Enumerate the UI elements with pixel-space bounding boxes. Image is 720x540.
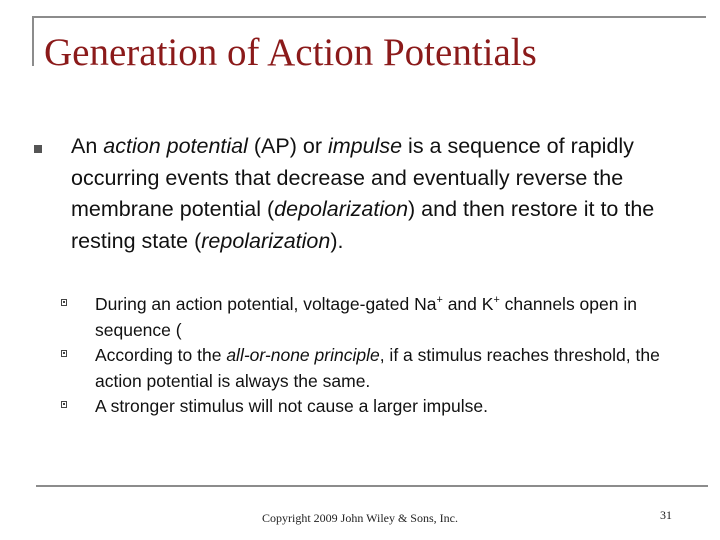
title-frame-left-rule: [32, 16, 34, 66]
superscript-charge: +: [436, 294, 443, 307]
italic-term: impulse: [327, 134, 403, 158]
italic-term: action potential: [103, 134, 248, 158]
superscript-charge: +: [493, 294, 500, 307]
text-run: channels open in sequence (: [95, 294, 637, 340]
text-run: According to the: [95, 345, 227, 365]
italic-term: all-or-none principle: [226, 345, 380, 365]
text-run: ).: [330, 228, 344, 253]
slide-title: Generation of Action Potentials: [44, 31, 537, 74]
text-run: (AP) or: [247, 134, 328, 158]
page-number: 31: [660, 508, 672, 522]
main-bullet-text: [71, 131, 691, 257]
footer-rule: [36, 485, 708, 487]
title-frame-top-rule: [32, 16, 706, 18]
sub-bullet-item: [95, 292, 705, 343]
text-run: During an action potential, voltage-gated Na: [95, 294, 437, 314]
italic-term: depolarization: [274, 197, 409, 221]
text-run: An: [71, 134, 104, 158]
hollow-square-bullet-icon: [61, 401, 67, 408]
sub-bullet-list: [95, 292, 705, 420]
text-run: A stronger stimulus will not cause a larger impulse.: [95, 396, 488, 416]
text-run: and K: [442, 294, 494, 314]
italic-term: repolarization: [201, 228, 331, 253]
copyright-text: Copyright 2009 John Wiley & Sons, Inc.: [262, 511, 458, 525]
text-run: , if a stimulus reaches threshold, the action potential is always the same.: [95, 345, 660, 391]
text-run: ) and then restore it to the resting state (: [71, 197, 655, 253]
hollow-square-bullet-icon: [61, 350, 67, 357]
square-bullet-icon: [34, 145, 42, 153]
text-run: is a sequence of rapidly occurring events that decrease and eventually reverse the membrane potential (: [71, 134, 634, 221]
sub-bullet-item: [95, 394, 705, 420]
hollow-square-bullet-icon: [61, 299, 67, 306]
sub-bullet-item: [95, 343, 705, 394]
